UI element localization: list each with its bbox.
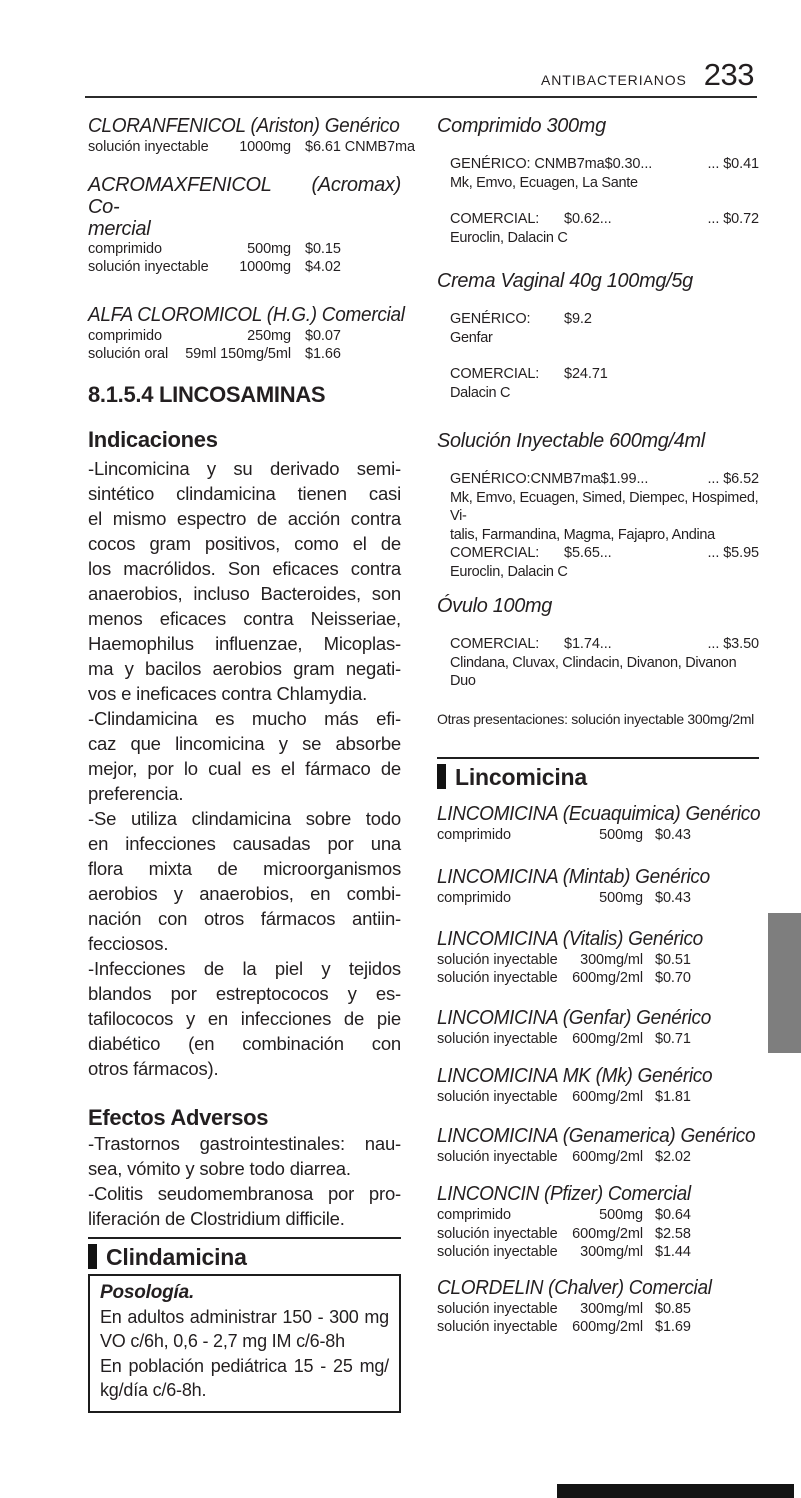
price-block bbox=[437, 310, 759, 347]
running-header: ANTIBACTERIANOS bbox=[541, 72, 687, 88]
dose-form: comprimido bbox=[437, 1207, 511, 1223]
dose-strength: 600mg/2ml bbox=[572, 1030, 643, 1047]
dose-row bbox=[88, 258, 401, 277]
dose-strength: 500mg bbox=[599, 826, 643, 843]
price-label: GENÉRICO: CNMB7ma bbox=[450, 156, 605, 172]
drug-entry-title: LINCOMICINA (Genfar) Genérico bbox=[437, 1006, 712, 1029]
dose-strength: 59ml 150mg/5ml bbox=[185, 346, 291, 362]
dose-price: $6.61 CNMB7ma bbox=[305, 139, 415, 155]
price-row bbox=[437, 210, 759, 229]
body-text-line: sea, vómito y sobre todo diarrea. bbox=[88, 1157, 351, 1179]
body-text-line: mejor, por lo cual es el fármaco de bbox=[88, 757, 401, 779]
drug-entry-title: ACROMAXFENICOL (Acromax) Co- bbox=[88, 173, 401, 218]
brand-names: Dalacin C bbox=[450, 384, 511, 401]
price-row bbox=[437, 310, 759, 329]
dose-price: $2.58 bbox=[655, 1225, 691, 1242]
otras-presentaciones-note: Otras presentaciones: solución inyectable 300mg/2ml bbox=[437, 710, 754, 727]
presentation-title: Solución Inyectable 600mg/4ml bbox=[437, 429, 705, 452]
posologia-line: VO c/6h, 0,6 - 2,7 mg IM c/6-8h bbox=[100, 1331, 345, 1351]
drug-entry-title: LINCOMICINA (Mintab) Genérico bbox=[437, 866, 710, 888]
price-block bbox=[437, 210, 759, 247]
presentation-title: Óvulo 100mg bbox=[437, 594, 553, 617]
drug-entry-title: LINCOMICINA (Genamerica) Genérico bbox=[437, 1124, 756, 1147]
brand-names: Mk, Emvo, Ecuagen, Simed, Diempec, Hospimed, Vi- bbox=[450, 489, 759, 524]
dose-row bbox=[437, 951, 759, 970]
thumb-index-tab bbox=[768, 913, 801, 1053]
dose-strength: 300mg/ml bbox=[580, 1244, 643, 1260]
dose-strength: 600mg/2ml bbox=[572, 1148, 643, 1165]
dose-strength: 600mg/2ml bbox=[572, 970, 643, 986]
body-text-line: cocos gram positivos, como el de bbox=[88, 532, 401, 554]
price-row bbox=[437, 155, 759, 174]
price-low: $1.99... bbox=[600, 471, 649, 487]
presentation-entry bbox=[437, 595, 759, 691]
body-text-line: los macrólidos. Son eficaces contra bbox=[88, 557, 401, 579]
right-column bbox=[437, 110, 759, 1337]
section-marker-bar bbox=[437, 764, 446, 789]
drug-entry-title: CLORANFENICOL (Ariston) Genérico bbox=[88, 115, 400, 137]
dose-price: $1.66 bbox=[305, 346, 341, 362]
drug-entry bbox=[437, 1277, 759, 1337]
drug-entry-title: mercial bbox=[88, 217, 151, 240]
lincomicina-section-header bbox=[437, 757, 759, 790]
price-block bbox=[437, 544, 759, 581]
price-high bbox=[674, 310, 759, 329]
dose-row bbox=[88, 327, 401, 346]
dose-price: $1.69 bbox=[655, 1319, 691, 1335]
posologia-line: kg/día c/6-8h. bbox=[100, 1380, 207, 1400]
dose-form: solución inyectable bbox=[437, 1300, 558, 1317]
dose-form: solución inyectable bbox=[437, 1030, 558, 1047]
lincomicina-section-label: Lincomicina bbox=[455, 763, 587, 790]
section-marker-bar bbox=[88, 1244, 97, 1269]
dose-price: $0.70 bbox=[655, 970, 691, 986]
price-row bbox=[437, 365, 759, 384]
dose-form: solución inyectable bbox=[437, 1225, 558, 1242]
dose-form: solución inyectable bbox=[437, 1244, 558, 1260]
right-drug-entries bbox=[437, 803, 759, 1337]
dose-row bbox=[437, 1300, 759, 1319]
dose-form: solución oral bbox=[88, 346, 169, 362]
posologia-line: En adultos administrar 150 - 300 mg bbox=[100, 1306, 389, 1327]
dose-form: comprimido bbox=[437, 826, 511, 843]
dose-strength: 1000mg bbox=[239, 259, 291, 275]
clindamicina-section-label: Clindamicina bbox=[106, 1243, 247, 1270]
body-text-line: flora mixta de microorganismos bbox=[88, 857, 401, 879]
dose-strength: 600mg/2ml bbox=[572, 1319, 643, 1335]
price-label: GENÉRICO:CNMB7ma bbox=[450, 471, 601, 487]
price-block bbox=[437, 635, 759, 691]
dose-row bbox=[437, 1148, 759, 1167]
dose-price: $0.71 bbox=[655, 1030, 691, 1047]
price-high: ... $3.50 bbox=[707, 636, 759, 652]
drug-entry-title: ALFA CLOROMICOL (H.G.) Comercial bbox=[88, 303, 405, 326]
brand-names: Clindana, Cluvax, Clindacin, Divanon, Divanon Duo bbox=[450, 654, 737, 689]
price-high: ... $5.95 bbox=[707, 545, 759, 561]
dose-price: $0.85 bbox=[655, 1300, 691, 1317]
price-high bbox=[674, 365, 759, 384]
drug-entry bbox=[437, 1183, 759, 1262]
body-text-line: -Lincomicina y su derivado semi- bbox=[88, 457, 401, 479]
body-text-line: en infecciones causadas por una bbox=[88, 832, 401, 854]
body-text-line: el mismo espectro de acción contra bbox=[88, 507, 401, 529]
dose-row bbox=[437, 1206, 759, 1225]
dose-form: solución inyectable bbox=[437, 1319, 558, 1335]
body-text-line: diabético (en combinación con bbox=[88, 1032, 401, 1054]
section-heading: 8.1.5.4 LINCOSAMINAS bbox=[88, 381, 326, 407]
dose-price: $0.64 bbox=[655, 1207, 691, 1223]
drug-entry bbox=[88, 115, 415, 157]
price-block bbox=[437, 365, 759, 402]
price-low: $9.2 bbox=[564, 311, 592, 327]
indicaciones-text bbox=[88, 456, 401, 1081]
page-number: 233 bbox=[703, 57, 754, 92]
price-row bbox=[437, 470, 759, 489]
dose-form: solución inyectable bbox=[437, 1148, 558, 1165]
brand-names: talis, Farmandina, Magma, Fajapro, Andina bbox=[450, 526, 715, 543]
dose-price: $1.81 bbox=[655, 1089, 691, 1105]
page-header bbox=[541, 57, 754, 93]
brand-names: Euroclin, Dalacin C bbox=[450, 229, 568, 246]
price-high: ... $0.41 bbox=[707, 156, 759, 172]
drug-entry bbox=[437, 1125, 759, 1167]
price-high: ... $6.52 bbox=[707, 471, 759, 487]
price-high: ... $0.72 bbox=[707, 211, 759, 227]
price-row bbox=[437, 635, 759, 654]
indicaciones-heading: Indicaciones bbox=[88, 426, 218, 452]
dose-strength: 1000mg bbox=[239, 139, 291, 155]
drug-entry-title: LINCONCIN (Pfizer) Comercial bbox=[437, 1183, 691, 1205]
body-text-line: preferencia. bbox=[88, 782, 184, 804]
dose-form: solución inyectable bbox=[437, 1089, 558, 1105]
left-drug-entries bbox=[88, 115, 415, 364]
body-text-line: tafilococos y en infecciones de pie bbox=[88, 1007, 401, 1029]
dose-strength: 500mg bbox=[247, 240, 291, 257]
dose-strength: 600mg/2ml bbox=[572, 1089, 643, 1105]
posologia-text bbox=[100, 1305, 389, 1403]
price-low: $0.30... bbox=[604, 156, 653, 172]
left-column bbox=[88, 110, 415, 1413]
dose-row bbox=[437, 889, 759, 908]
brand-names: Mk, Emvo, Ecuagen, La Sante bbox=[450, 174, 638, 191]
dose-strength: 500mg bbox=[599, 1207, 643, 1223]
drug-entry bbox=[88, 174, 401, 277]
body-text-line: -Trastornos gastrointestinales: nau- bbox=[88, 1132, 401, 1154]
drug-entry-title: LINCOMICINA (Vitalis) Genérico bbox=[437, 927, 703, 950]
dose-strength: 300mg/ml bbox=[580, 1300, 643, 1317]
dose-form: solución inyectable bbox=[437, 970, 558, 986]
dose-form: comprimido bbox=[88, 327, 162, 344]
price-low: $24.71 bbox=[564, 366, 608, 382]
price-low: $0.62... bbox=[564, 211, 612, 227]
posologia-title: Posología. bbox=[100, 1281, 195, 1303]
body-text-line: aerobios y anaerobios, en combi- bbox=[88, 882, 401, 904]
body-text-line: -Infecciones de la piel y tejidos bbox=[88, 957, 401, 979]
body-text-line: nación con otros fármacos antiin- bbox=[88, 907, 401, 929]
drug-entry-title: LINCOMICINA (Ecuaquimica) Genérico bbox=[437, 802, 761, 825]
body-text-line: menos eficaces contra Neisseriae, bbox=[88, 607, 401, 629]
efectos-adversos-heading: Efectos Adversos bbox=[88, 1104, 269, 1130]
dose-row bbox=[437, 1088, 759, 1107]
dose-form: comprimido bbox=[88, 240, 162, 257]
presentation-title: Crema Vaginal 40g 100mg/5g bbox=[437, 269, 693, 292]
dose-strength: 500mg bbox=[599, 890, 643, 906]
price-label: COMERCIAL: bbox=[450, 636, 540, 652]
dose-price: $1.44 bbox=[655, 1244, 691, 1260]
price-low: $1.74... bbox=[564, 636, 612, 652]
posologia-line: En población pediátrica 15 - 25 mg/ bbox=[100, 1355, 389, 1376]
presentation-entries bbox=[437, 115, 759, 691]
posologia-box bbox=[88, 1274, 401, 1413]
dose-price: $0.07 bbox=[305, 327, 341, 344]
price-block bbox=[437, 155, 759, 192]
dose-row bbox=[88, 345, 401, 364]
body-text-line: caz que lincomicina y se absorbe bbox=[88, 732, 401, 754]
drug-entry bbox=[437, 803, 759, 845]
body-text-line: liferación de Clostridium difficile. bbox=[88, 1207, 345, 1229]
body-text-line: sintético clindamicina tienen casi bbox=[88, 482, 401, 504]
drug-entry-title: LINCOMICINA MK (Mk) Genérico bbox=[437, 1065, 713, 1087]
price-block bbox=[437, 470, 759, 544]
body-text-line: -Colitis seudomembranosa por pro- bbox=[88, 1182, 401, 1204]
body-text-line: fecciosos. bbox=[88, 932, 169, 954]
dose-row bbox=[437, 1243, 759, 1262]
clindamicina-section-header bbox=[88, 1237, 401, 1270]
body-text-line: Haemophilus influenzae, Micoplas- bbox=[88, 632, 401, 654]
dose-form: comprimido bbox=[437, 890, 511, 906]
presentation-title: Comprimido 300mg bbox=[437, 114, 606, 137]
presentation-entry bbox=[437, 270, 759, 402]
drug-entry bbox=[437, 1007, 759, 1049]
dose-price: $4.02 bbox=[305, 259, 341, 275]
scan-artifact-bar bbox=[557, 1484, 794, 1498]
dose-form: solución inyectable bbox=[88, 139, 209, 155]
body-text-line: ma y bacilos aerobios gram negati- bbox=[88, 657, 401, 679]
body-text-line: anaerobios, incluso Bacteroides, son bbox=[88, 582, 401, 604]
price-label: GENÉRICO: bbox=[450, 311, 531, 327]
dose-row bbox=[88, 138, 415, 157]
brand-names: Genfar bbox=[450, 329, 493, 346]
price-label: COMERCIAL: bbox=[450, 366, 540, 382]
price-label: COMERCIAL: bbox=[450, 545, 540, 561]
dose-form: solución inyectable bbox=[437, 951, 558, 968]
body-text-line: -Clindamicina es mucho más efi- bbox=[88, 707, 401, 729]
dose-price: $0.15 bbox=[305, 240, 341, 257]
dose-row bbox=[437, 969, 759, 988]
dose-price: $0.43 bbox=[655, 826, 691, 843]
body-text-line: blandos por estreptococos y es- bbox=[88, 982, 401, 1004]
body-text-line: otros fármacos). bbox=[88, 1057, 219, 1079]
dose-price: $0.43 bbox=[655, 890, 691, 906]
dose-row bbox=[437, 1225, 759, 1244]
presentation-entry bbox=[437, 430, 759, 581]
price-low: $5.65... bbox=[564, 545, 612, 561]
dose-strength: 300mg/ml bbox=[580, 951, 643, 968]
body-text-line: -Se utiliza clindamicina sobre todo bbox=[88, 807, 401, 829]
drug-entry-title: CLORDELIN (Chalver) Comercial bbox=[437, 1276, 712, 1299]
dose-row bbox=[437, 1318, 759, 1337]
price-label: COMERCIAL: bbox=[450, 211, 540, 227]
dose-price: $2.02 bbox=[655, 1148, 691, 1165]
dose-price: $0.51 bbox=[655, 951, 691, 968]
body-text-line: vos e ineficaces contra Chlamydia. bbox=[88, 682, 368, 704]
dose-strength: 600mg/2ml bbox=[572, 1225, 643, 1242]
drug-entry bbox=[437, 928, 759, 988]
dose-strength: 250mg bbox=[247, 327, 291, 344]
drug-entry bbox=[88, 303, 405, 364]
brand-names: Euroclin, Dalacin C bbox=[450, 563, 568, 580]
dose-row bbox=[88, 240, 401, 259]
dose-form: solución inyectable bbox=[88, 259, 209, 275]
price-row bbox=[437, 544, 759, 563]
drug-entry bbox=[437, 866, 759, 908]
efectos-adversos-text bbox=[88, 1131, 401, 1231]
dose-row bbox=[437, 1030, 759, 1049]
drug-entry bbox=[437, 1065, 759, 1107]
dose-row bbox=[437, 826, 759, 845]
header-rule bbox=[85, 96, 757, 98]
presentation-entry bbox=[437, 115, 759, 247]
